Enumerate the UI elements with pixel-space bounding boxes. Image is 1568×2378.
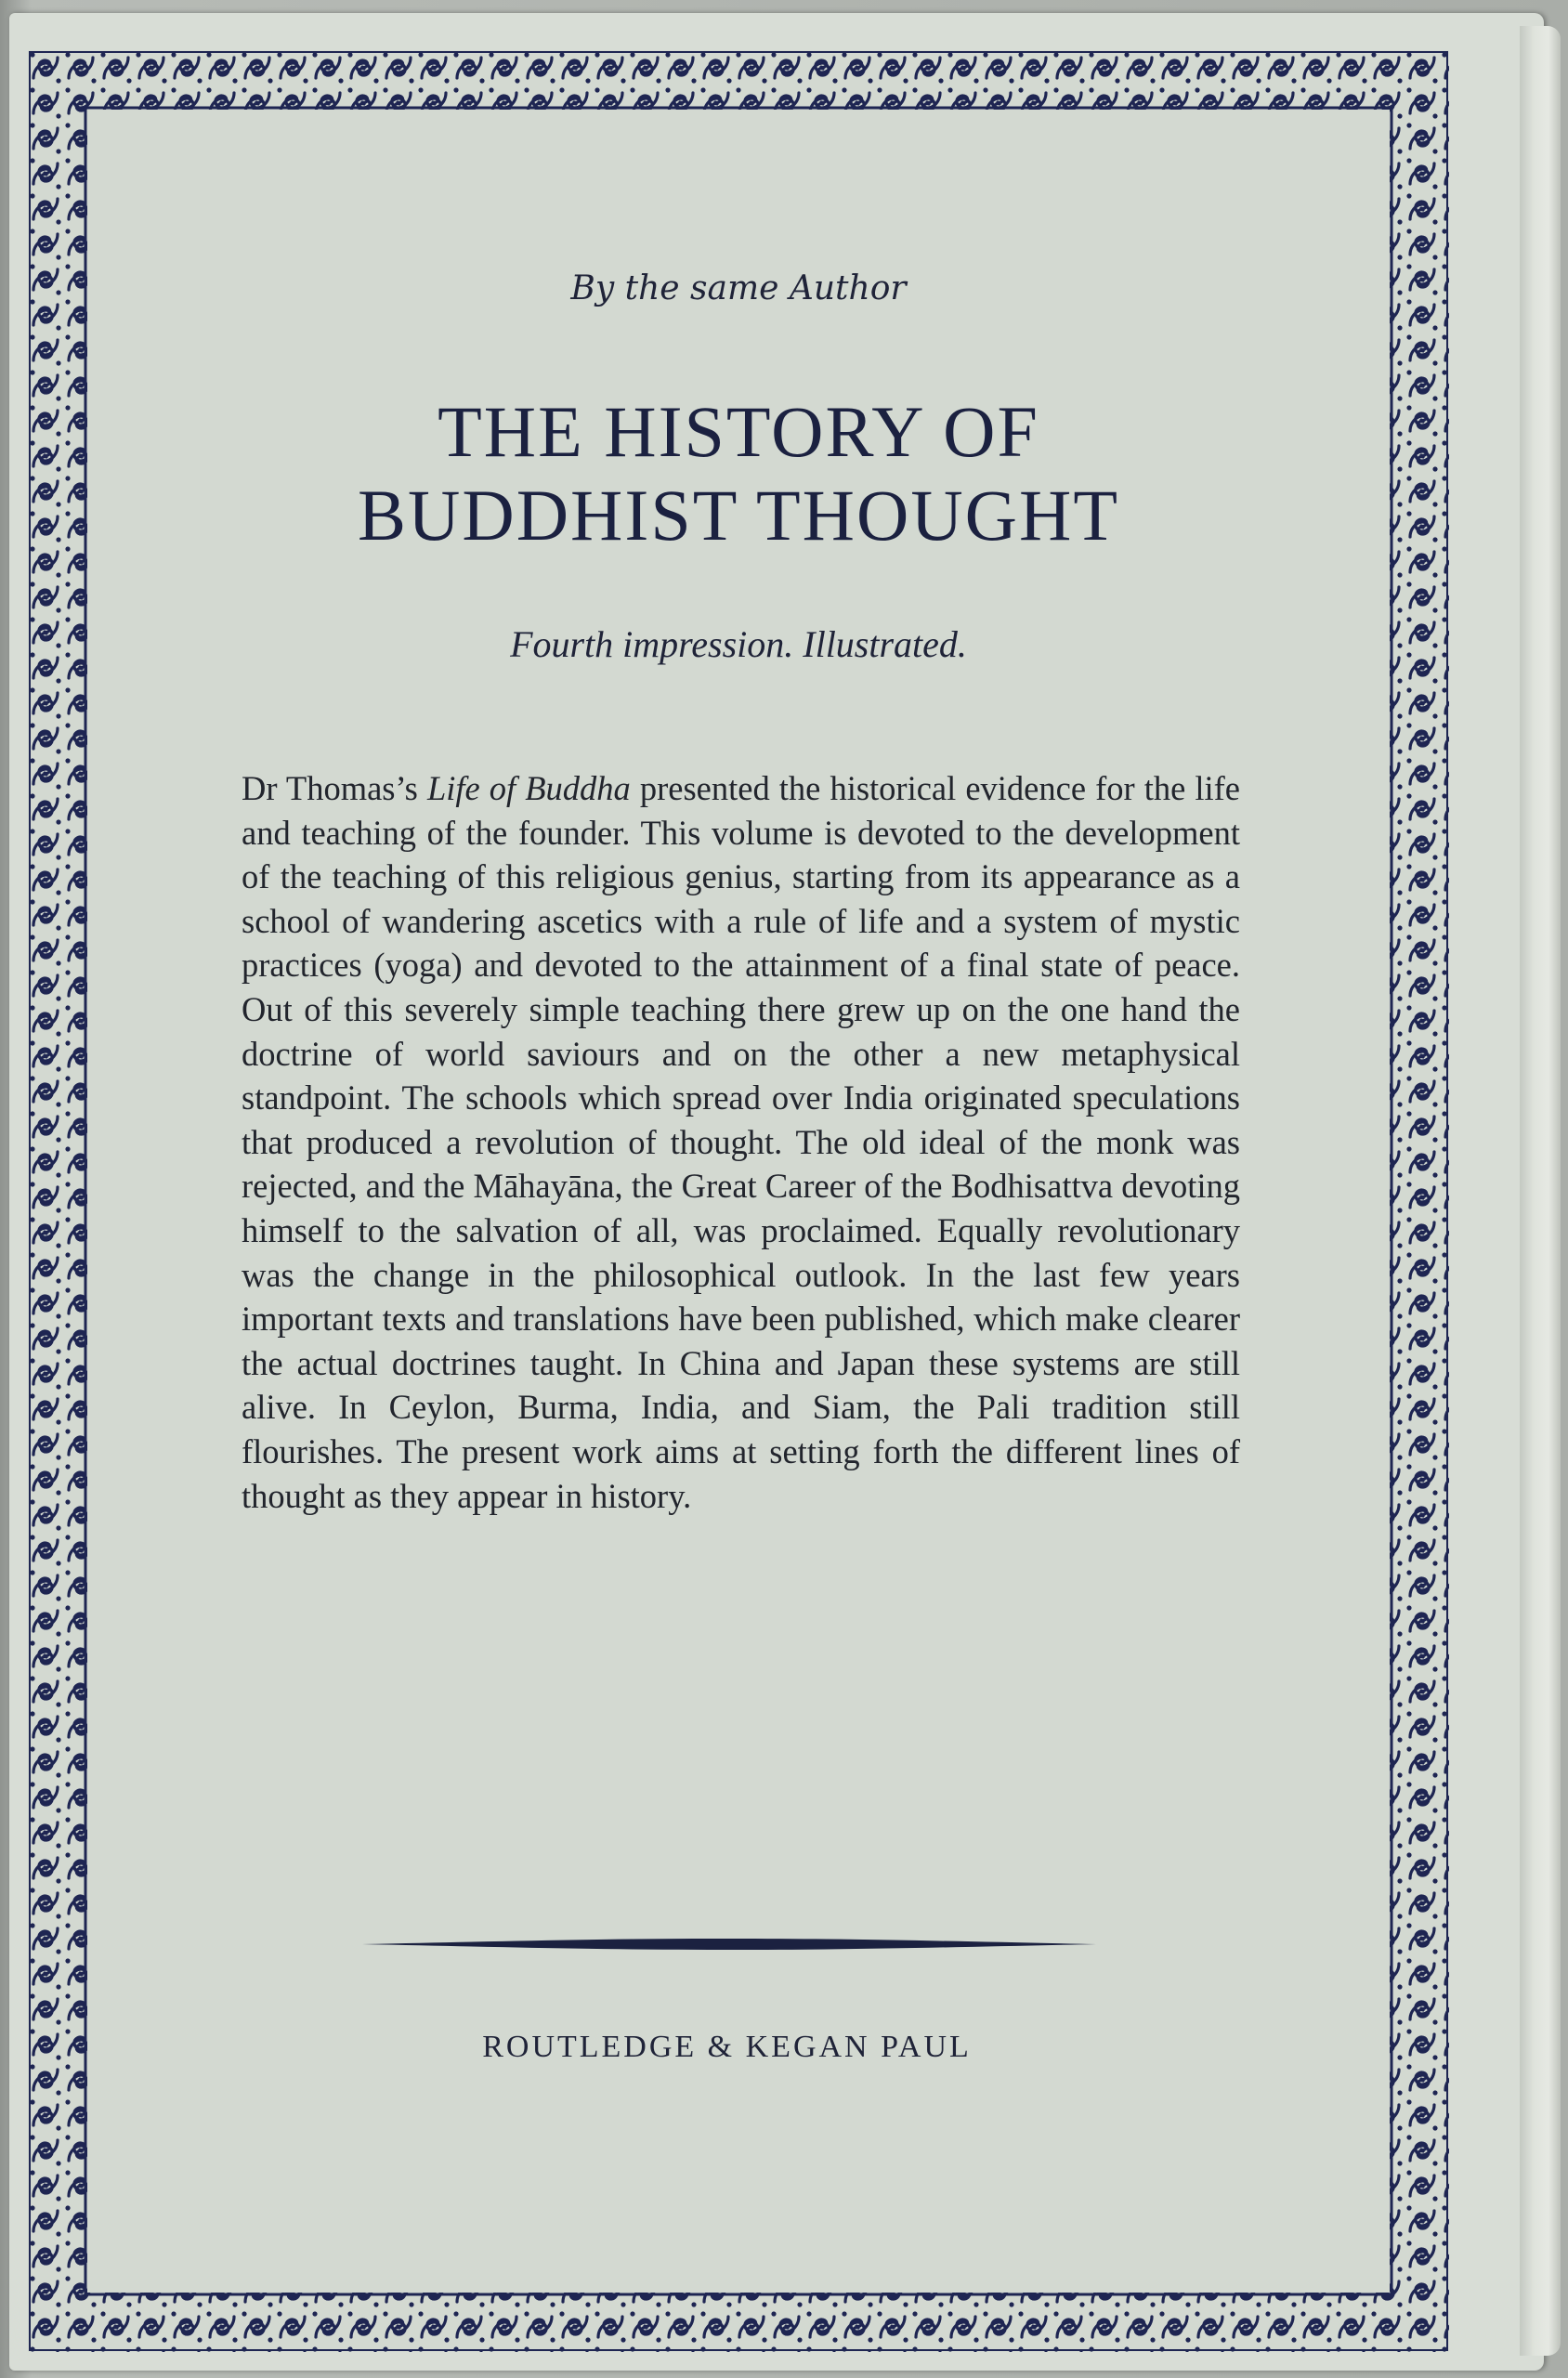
author-line: By the same Author: [570, 269, 907, 307]
blurb-intro: Dr Thomas’s: [242, 769, 427, 807]
impression-note: Fourth impression. Illustrated.: [510, 623, 967, 665]
blurb-body: presented the historical evidence for the life and teaching of the founder. This volume is devoted to the development of the teaching of this religious genius, starting from its appearance as a school of wandering ascetics with a rule of life and a system of mystic practices (yoga) and devoted to the attainment of a final state of peace. Out of this severely simple teaching there grew up on the one hand the doctrine of world saviours and on the other a new metaphysical standpoint. The schools which spread over India originated speculations that produced a revolution of thought. The old ideal of the monk was rejected, and the Māhayāna, the Great Career of the Bodhisattva devoting himself to the salvation of all, was proclaimed. Equally revolutionary was the change in the philosophical outlook. In the last few years important texts and translations have been published, which make clearer the actual doctrines taught. In China and Japan these systems are still alive. In Ceylon, Burma, India, and Siam, the Pali tradition still flourishes. The present work aims at setting forth the different lines of thought as they appear in history.: [242, 769, 1241, 1515]
decorative-rule: [362, 1937, 1096, 1952]
blurb-italic-title: Life of Buddha: [426, 769, 631, 807]
blurb-paragraph: [242, 766, 1240, 1518]
title-line-2: BUDDHIST THOUGHT: [358, 475, 1119, 555]
book-title: [102, 390, 1375, 557]
cover-content: [102, 121, 1375, 2276]
publisher-name: ROUTLEDGE & KEGAN PAUL: [482, 2030, 972, 2064]
title-line-1: THE HISTORY OF: [438, 391, 1039, 472]
book-spine-edge: [1520, 26, 1561, 2356]
